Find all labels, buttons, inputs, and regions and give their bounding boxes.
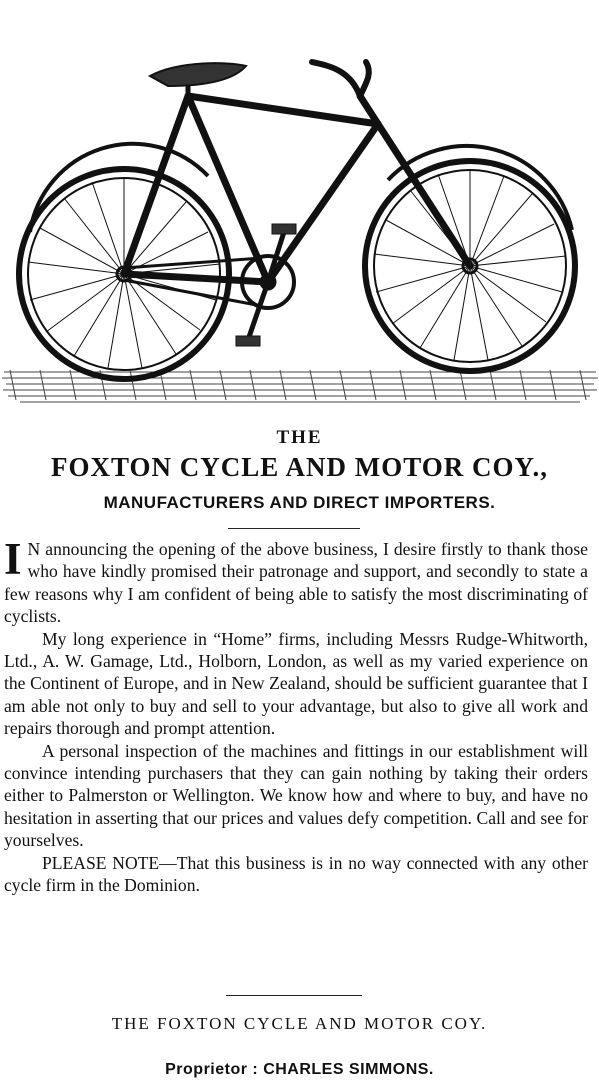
bicycle-drawing <box>0 0 599 420</box>
divider-rule <box>228 528 360 529</box>
paragraph-2: My long experience in “Home” firms, including Messrs Rudge-Whitworth, Ltd., A. W. Gamage, Ltd., Holborn, London, as well as my varied experience on the Continent of Europe, and in New Zealand, should be sufficient guarantee that I am able not only to buy and sell to your advantage, but also to give all work and repairs thorough and prompt attention. <box>4 628 588 739</box>
drop-cap: I <box>4 534 22 584</box>
footer-company-name: THE FOXTON CYCLE AND MOTOR COY. <box>111 1014 488 1033</box>
subtitle: MANUFACTURERS AND DIRECT IMPORTERS. <box>103 493 496 512</box>
paragraph-4: PLEASE NOTE—That this business is in no way connected with any other cycle firm in the Dominion. <box>4 852 588 896</box>
paragraph-1-text: N announcing the opening of the above business, I desire firstly to thank those who have kindly promised their patronage and support, and secondly to state a few reasons why I am confident of being able to satisfy the most discriminating of cyclists. <box>4 539 588 627</box>
heading-the: THE <box>276 427 323 448</box>
saddle <box>150 63 246 86</box>
footer-divider-rule <box>226 995 362 996</box>
paragraph-1 <box>4 534 588 628</box>
handlebar <box>312 62 369 96</box>
company-title: FOXTON CYCLE AND MOTOR COY., <box>50 452 549 482</box>
bicycle-frame <box>124 96 470 282</box>
proprietor-line: Proprietor : CHARLES SIMMONS. <box>165 1061 434 1078</box>
paragraph-3: A personal inspection of the machines and fittings in our establishment will convince intending purchasers that they can gain nothing by taking their orders either to Palmerston or Wellington. We know how and where to buy, and have no hesitation in asserting that our prices and values defy competition. Call and see for yourselves. <box>4 740 588 851</box>
bicycle-illustration <box>0 0 599 420</box>
body-text <box>4 534 588 897</box>
